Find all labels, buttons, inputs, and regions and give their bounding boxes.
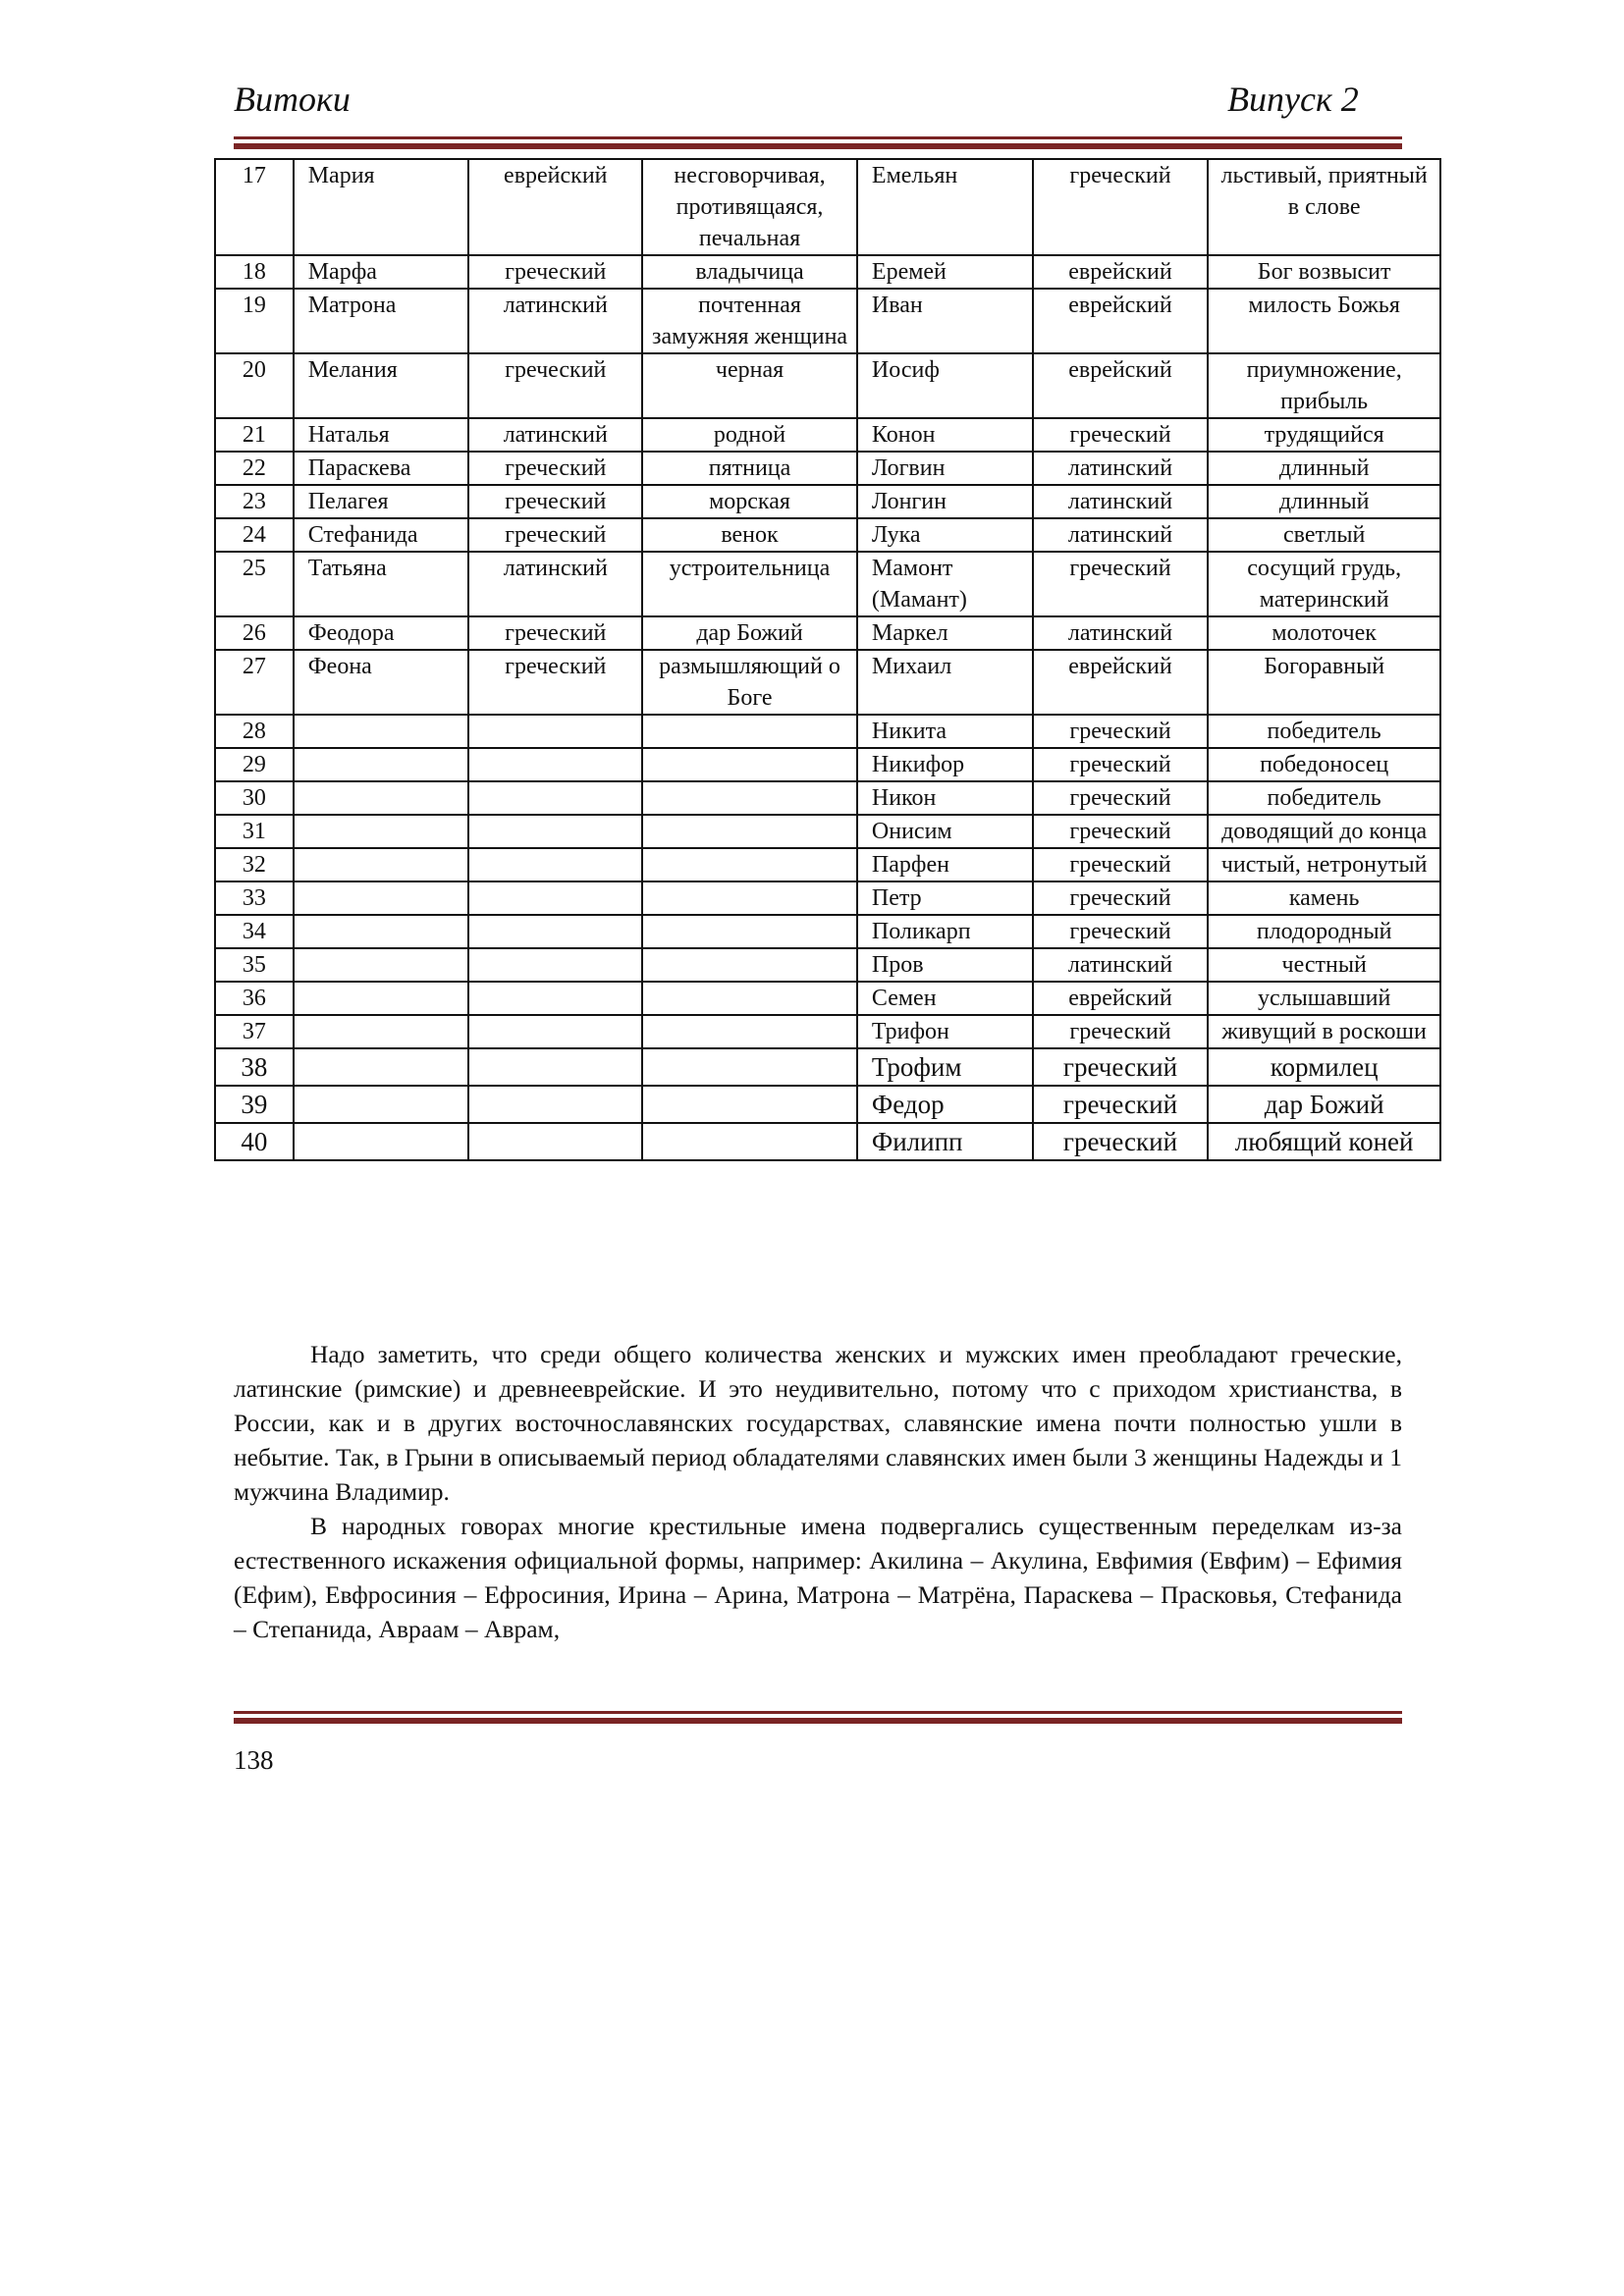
female-name-cell: [294, 881, 469, 915]
male-name-cell: Лонгин: [857, 485, 1033, 518]
table-row: [215, 748, 1440, 781]
table-row: [215, 255, 1440, 289]
female-name-cell: [294, 1048, 469, 1086]
male-meaning-cell: победитель: [1208, 781, 1440, 815]
male-name-cell: Филипп: [857, 1123, 1033, 1160]
female-meaning-cell: размышляющий о Боге: [642, 650, 857, 715]
male-meaning-cell: трудящийся: [1208, 418, 1440, 452]
table-row: [215, 1015, 1440, 1048]
male-name-cell: Парфен: [857, 848, 1033, 881]
female-origin-cell: [468, 982, 642, 1015]
row-number-cell: 28: [215, 715, 294, 748]
female-name-cell: [294, 1015, 469, 1048]
table-row: [215, 159, 1440, 255]
male-meaning-cell: кормилец: [1208, 1048, 1440, 1086]
male-name-cell: Еремей: [857, 255, 1033, 289]
female-meaning-cell: [642, 1086, 857, 1123]
row-number-cell: 38: [215, 1048, 294, 1086]
row-number-cell: 40: [215, 1123, 294, 1160]
row-number-cell: 26: [215, 616, 294, 650]
female-meaning-cell: [642, 1015, 857, 1048]
male-origin-cell: латинский: [1033, 948, 1209, 982]
female-origin-cell: [468, 781, 642, 815]
male-name-cell: Онисим: [857, 815, 1033, 848]
names-table: [214, 158, 1441, 1161]
female-meaning-cell: черная: [642, 353, 857, 418]
male-name-cell: Маркел: [857, 616, 1033, 650]
female-name-cell: Феона: [294, 650, 469, 715]
female-meaning-cell: родной: [642, 418, 857, 452]
male-origin-cell: греческий: [1033, 848, 1209, 881]
female-origin-cell: [468, 715, 642, 748]
row-number-cell: 23: [215, 485, 294, 518]
female-name-cell: Татьяна: [294, 552, 469, 616]
female-name-cell: Марфа: [294, 255, 469, 289]
male-name-cell: Никифор: [857, 748, 1033, 781]
body-text: [234, 1337, 1402, 1646]
male-meaning-cell: длинный: [1208, 485, 1440, 518]
female-origin-cell: [468, 848, 642, 881]
table-row: [215, 948, 1440, 982]
male-meaning-cell: молоточек: [1208, 616, 1440, 650]
male-name-cell: Трофим: [857, 1048, 1033, 1086]
female-origin-cell: [468, 1048, 642, 1086]
female-meaning-cell: венок: [642, 518, 857, 552]
female-origin-cell: латинский: [468, 289, 642, 353]
female-meaning-cell: дар Божий: [642, 616, 857, 650]
male-meaning-cell: приумножение, прибыль: [1208, 353, 1440, 418]
male-origin-cell: греческий: [1033, 1123, 1209, 1160]
table-row: [215, 982, 1440, 1015]
female-name-cell: [294, 1123, 469, 1160]
header-rule: [234, 136, 1402, 149]
table-row: [215, 881, 1440, 915]
male-origin-cell: греческий: [1033, 1015, 1209, 1048]
female-meaning-cell: [642, 982, 857, 1015]
page-number: 138: [234, 1745, 274, 1775]
table-row: [215, 289, 1440, 353]
female-name-cell: [294, 948, 469, 982]
male-meaning-cell: камень: [1208, 881, 1440, 915]
table-row: [215, 485, 1440, 518]
female-name-cell: [294, 781, 469, 815]
table-row: [215, 552, 1440, 616]
female-meaning-cell: [642, 1048, 857, 1086]
male-meaning-cell: чистый, нетронутый: [1208, 848, 1440, 881]
female-name-cell: Стефанида: [294, 518, 469, 552]
table-row: [215, 781, 1440, 815]
male-origin-cell: греческий: [1033, 881, 1209, 915]
row-number-cell: 18: [215, 255, 294, 289]
paragraph: В народных говорах многие крестильные имена подвергались существенным переделкам из-за естественного искажения официальной формы, например: Акилина – Акулина, Евфимия (Евфим) – Ефимия (Ефим), Евфросиния – Ефросиния, Ирина – Арина, Матрона – Матрёна, Параскева – Прасковья, Стефанида – Степанида, Авраам – Аврам,: [234, 1512, 1402, 1643]
male-name-cell: Никита: [857, 715, 1033, 748]
table-row: [215, 650, 1440, 715]
row-number-cell: 25: [215, 552, 294, 616]
female-origin-cell: [468, 1086, 642, 1123]
male-name-cell: Пров: [857, 948, 1033, 982]
male-name-cell: Мамонт (Мамант): [857, 552, 1033, 616]
female-origin-cell: греческий: [468, 353, 642, 418]
row-number-cell: 17: [215, 159, 294, 255]
row-number-cell: 34: [215, 915, 294, 948]
male-name-cell: Конон: [857, 418, 1033, 452]
male-name-cell: Логвин: [857, 452, 1033, 485]
female-meaning-cell: морская: [642, 485, 857, 518]
female-name-cell: Параскева: [294, 452, 469, 485]
male-meaning-cell: доводящий до конца: [1208, 815, 1440, 848]
row-number-cell: 33: [215, 881, 294, 915]
running-header-right: Випуск 2: [1227, 80, 1359, 119]
female-meaning-cell: [642, 948, 857, 982]
female-meaning-cell: [642, 781, 857, 815]
table-row: [215, 518, 1440, 552]
male-meaning-cell: Бог возвысит: [1208, 255, 1440, 289]
male-name-cell: Емельян: [857, 159, 1033, 255]
male-name-cell: Иван: [857, 289, 1033, 353]
female-meaning-cell: [642, 915, 857, 948]
male-name-cell: Семен: [857, 982, 1033, 1015]
male-origin-cell: греческий: [1033, 1086, 1209, 1123]
male-name-cell: Трифон: [857, 1015, 1033, 1048]
female-name-cell: [294, 815, 469, 848]
male-name-cell: Лука: [857, 518, 1033, 552]
female-meaning-cell: [642, 748, 857, 781]
male-meaning-cell: победоносец: [1208, 748, 1440, 781]
female-meaning-cell: несговорчивая, противящаяся, печальная: [642, 159, 857, 255]
male-meaning-cell: светлый: [1208, 518, 1440, 552]
male-origin-cell: еврейский: [1033, 255, 1209, 289]
female-meaning-cell: пятница: [642, 452, 857, 485]
row-number-cell: 21: [215, 418, 294, 452]
table-row: [215, 915, 1440, 948]
female-name-cell: [294, 982, 469, 1015]
female-name-cell: [294, 848, 469, 881]
male-origin-cell: греческий: [1033, 418, 1209, 452]
female-origin-cell: греческий: [468, 518, 642, 552]
female-name-cell: Феодора: [294, 616, 469, 650]
table-row: [215, 616, 1440, 650]
row-number-cell: 20: [215, 353, 294, 418]
female-name-cell: Мелания: [294, 353, 469, 418]
male-origin-cell: греческий: [1033, 159, 1209, 255]
table-row: [215, 1086, 1440, 1123]
male-origin-cell: еврейский: [1033, 353, 1209, 418]
row-number-cell: 35: [215, 948, 294, 982]
male-meaning-cell: Богоравный: [1208, 650, 1440, 715]
female-origin-cell: еврейский: [468, 159, 642, 255]
female-name-cell: Пелагея: [294, 485, 469, 518]
table-row: [215, 353, 1440, 418]
female-name-cell: [294, 715, 469, 748]
female-origin-cell: [468, 748, 642, 781]
male-origin-cell: греческий: [1033, 552, 1209, 616]
row-number-cell: 39: [215, 1086, 294, 1123]
table-row: [215, 848, 1440, 881]
male-name-cell: Михаил: [857, 650, 1033, 715]
running-header-left: Витоки: [234, 80, 351, 119]
male-meaning-cell: услышавший: [1208, 982, 1440, 1015]
male-origin-cell: греческий: [1033, 715, 1209, 748]
female-origin-cell: [468, 1123, 642, 1160]
female-meaning-cell: почтенная замужняя женщина: [642, 289, 857, 353]
male-origin-cell: греческий: [1033, 748, 1209, 781]
table-row: [215, 815, 1440, 848]
female-meaning-cell: [642, 815, 857, 848]
female-origin-cell: [468, 948, 642, 982]
male-meaning-cell: сосущий грудь, материнский: [1208, 552, 1440, 616]
male-origin-cell: латинский: [1033, 485, 1209, 518]
female-origin-cell: греческий: [468, 616, 642, 650]
female-origin-cell: греческий: [468, 255, 642, 289]
male-origin-cell: греческий: [1033, 781, 1209, 815]
male-origin-cell: латинский: [1033, 452, 1209, 485]
female-meaning-cell: [642, 715, 857, 748]
female-origin-cell: греческий: [468, 650, 642, 715]
row-number-cell: 36: [215, 982, 294, 1015]
row-number-cell: 22: [215, 452, 294, 485]
female-origin-cell: [468, 915, 642, 948]
male-origin-cell: еврейский: [1033, 982, 1209, 1015]
female-meaning-cell: устроительница: [642, 552, 857, 616]
row-number-cell: 29: [215, 748, 294, 781]
table-row: [215, 1123, 1440, 1160]
row-number-cell: 37: [215, 1015, 294, 1048]
male-meaning-cell: живущий в роскоши: [1208, 1015, 1440, 1048]
male-meaning-cell: победитель: [1208, 715, 1440, 748]
male-origin-cell: греческий: [1033, 915, 1209, 948]
female-meaning-cell: [642, 1123, 857, 1160]
row-number-cell: 32: [215, 848, 294, 881]
female-origin-cell: латинский: [468, 552, 642, 616]
female-name-cell: [294, 915, 469, 948]
male-meaning-cell: длинный: [1208, 452, 1440, 485]
female-origin-cell: [468, 1015, 642, 1048]
table-row: [215, 1048, 1440, 1086]
male-origin-cell: латинский: [1033, 518, 1209, 552]
female-name-cell: Наталья: [294, 418, 469, 452]
male-meaning-cell: плодородный: [1208, 915, 1440, 948]
male-origin-cell: еврейский: [1033, 289, 1209, 353]
female-meaning-cell: [642, 848, 857, 881]
footer-rule: [234, 1711, 1402, 1724]
male-name-cell: Поликарп: [857, 915, 1033, 948]
female-name-cell: Матрона: [294, 289, 469, 353]
male-meaning-cell: честный: [1208, 948, 1440, 982]
female-origin-cell: [468, 881, 642, 915]
male-meaning-cell: любящий коней: [1208, 1123, 1440, 1160]
row-number-cell: 19: [215, 289, 294, 353]
male-name-cell: Федор: [857, 1086, 1033, 1123]
row-number-cell: 30: [215, 781, 294, 815]
female-origin-cell: латинский: [468, 418, 642, 452]
male-meaning-cell: льстивый, приятный в слове: [1208, 159, 1440, 255]
female-name-cell: [294, 748, 469, 781]
row-number-cell: 24: [215, 518, 294, 552]
male-name-cell: Иосиф: [857, 353, 1033, 418]
table-row: [215, 452, 1440, 485]
row-number-cell: 31: [215, 815, 294, 848]
male-meaning-cell: дар Божий: [1208, 1086, 1440, 1123]
male-origin-cell: греческий: [1033, 815, 1209, 848]
male-origin-cell: латинский: [1033, 616, 1209, 650]
table-row: [215, 715, 1440, 748]
table-row: [215, 418, 1440, 452]
female-meaning-cell: владычица: [642, 255, 857, 289]
male-name-cell: Петр: [857, 881, 1033, 915]
female-meaning-cell: [642, 881, 857, 915]
row-number-cell: 27: [215, 650, 294, 715]
male-origin-cell: еврейский: [1033, 650, 1209, 715]
paragraph: Надо заметить, что среди общего количества женских и мужских имен преобладают греческие, латинские (римские) и древнееврейские. И это неудивительно, потому что с приходом христианства, в России, как и в других восточнославянских государствах, славянские имена почти полностью ушли в небытие. Так, в Грыни в описываемый период обладателями славянских имен были 3 женщины Надежды и 1 мужчина Владимир.: [234, 1340, 1402, 1506]
female-name-cell: Мария: [294, 159, 469, 255]
male-name-cell: Никон: [857, 781, 1033, 815]
female-origin-cell: греческий: [468, 485, 642, 518]
male-origin-cell: греческий: [1033, 1048, 1209, 1086]
female-origin-cell: [468, 815, 642, 848]
female-origin-cell: греческий: [468, 452, 642, 485]
female-name-cell: [294, 1086, 469, 1123]
male-meaning-cell: милость Божья: [1208, 289, 1440, 353]
